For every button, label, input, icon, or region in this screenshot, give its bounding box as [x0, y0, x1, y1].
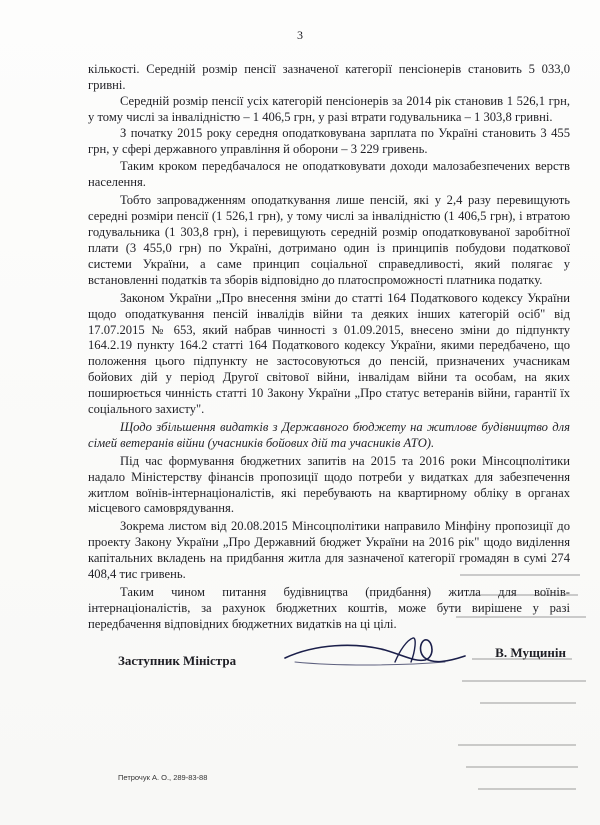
paragraph: Законом України „Про внесення зміни до статті 164 Податкового кодексу України щодо оподаткування пенсій інвалідів війни та деяких інших категорій осіб" від 17.07.2015 № 653, який набрав чинності з 01.09.2015, внесено зміни до підпункту 164.2.19 пункту 164.2 статті 164 Податкового кодексу України, якими передбачено, що положення цього підпункту не застосовуються до пенсій, призначених учасникам бойових дій у період Другої світової війни, інвалідам війни та особам, на яких поширюється чинність статті 10 Закону України „Про статус ветеранів війни, гарантії їх соціального захисту". [88, 290, 570, 417]
paragraph: Під час формування бюджетних запитів на 2015 та 2016 роки Мінсоцполітики надало Міністерству фінансів пропозиції щодо потреби у видатках для забезпечення житлом воїнів-інтернаціоналістів, які перебувають на квартирному обліку в органах місцевого самоврядування. [88, 453, 570, 516]
signatory-title: Заступник Міністра [118, 653, 237, 668]
page-number: 3 [297, 28, 303, 42]
signatory-name: В. Мущинін [495, 645, 566, 660]
paragraph: Середній розмір пенсії усіх категорій пенсіонерів за 2014 рік становив 1 526,1 грн, у тому числі за інвалідністю – 1 406,5 грн, у разі втрати годувальника – 1 303,8 гривні. [88, 93, 570, 124]
paragraph: Таким чином питання будівництва (придбання) житла для воїнів-інтернаціоналістів, за рахунок бюджетних коштів, може бути вирішене у разі передбачення відповідних бюджетних видатків на ці цілі. [88, 585, 570, 631]
reverse-side-bleed-through [450, 560, 600, 820]
letter-body [88, 62, 570, 633]
section-heading: Щодо збільшення видатків з Державного бюджету на житлове будівництво для сімей ветеранів війни (учасників бойових дій та учасників АТО). [88, 419, 570, 450]
paragraph: Таким кроком передбачалося не оподатковувати доходи малозабезпечених верств населення. [88, 159, 570, 190]
paragraph: Тобто запровадженням оподаткування лише пенсій, які у 2,4 разу перевищують середні розміри пенсії (1 526,1 грн), у тому числі за інвалідністю (1 406,5 грн), і втратою годувальника (1 303,8 грн), і перевищують середній розмір оподатковуваної заробітної плати (3 455,0 грн) по Україні, дотримано один із принципів побудови податкової системи України, а саме принцип соціальної справедливості, який полягає у встановленні податків та зборів відповідно до платоспроможності платника податку. [88, 193, 570, 287]
executor-note: Петрочук А. О., 289-83-88 [118, 773, 208, 782]
paragraph: кількості. Середній розмір пенсії зазначеної категорії пенсіонерів становить 5 033,0 гривні. [88, 62, 570, 92]
paragraph: З початку 2015 року середня оподатковувана зарплата по Україні становить 3 455 грн, у сфері державного управління й оборони – 3 229 гривень. [88, 125, 570, 156]
paragraph: Зокрема листом від 20.08.2015 Мінсоцполітики направило Мінфіну пропозиції до проекту Закону України „Про Державний бюджет України на 2016 рік" щодо виділення капітальних вкладень на придбання житла для зазначеної категорії громадян в сумі 274 408,4 тис гривень. [88, 519, 570, 582]
